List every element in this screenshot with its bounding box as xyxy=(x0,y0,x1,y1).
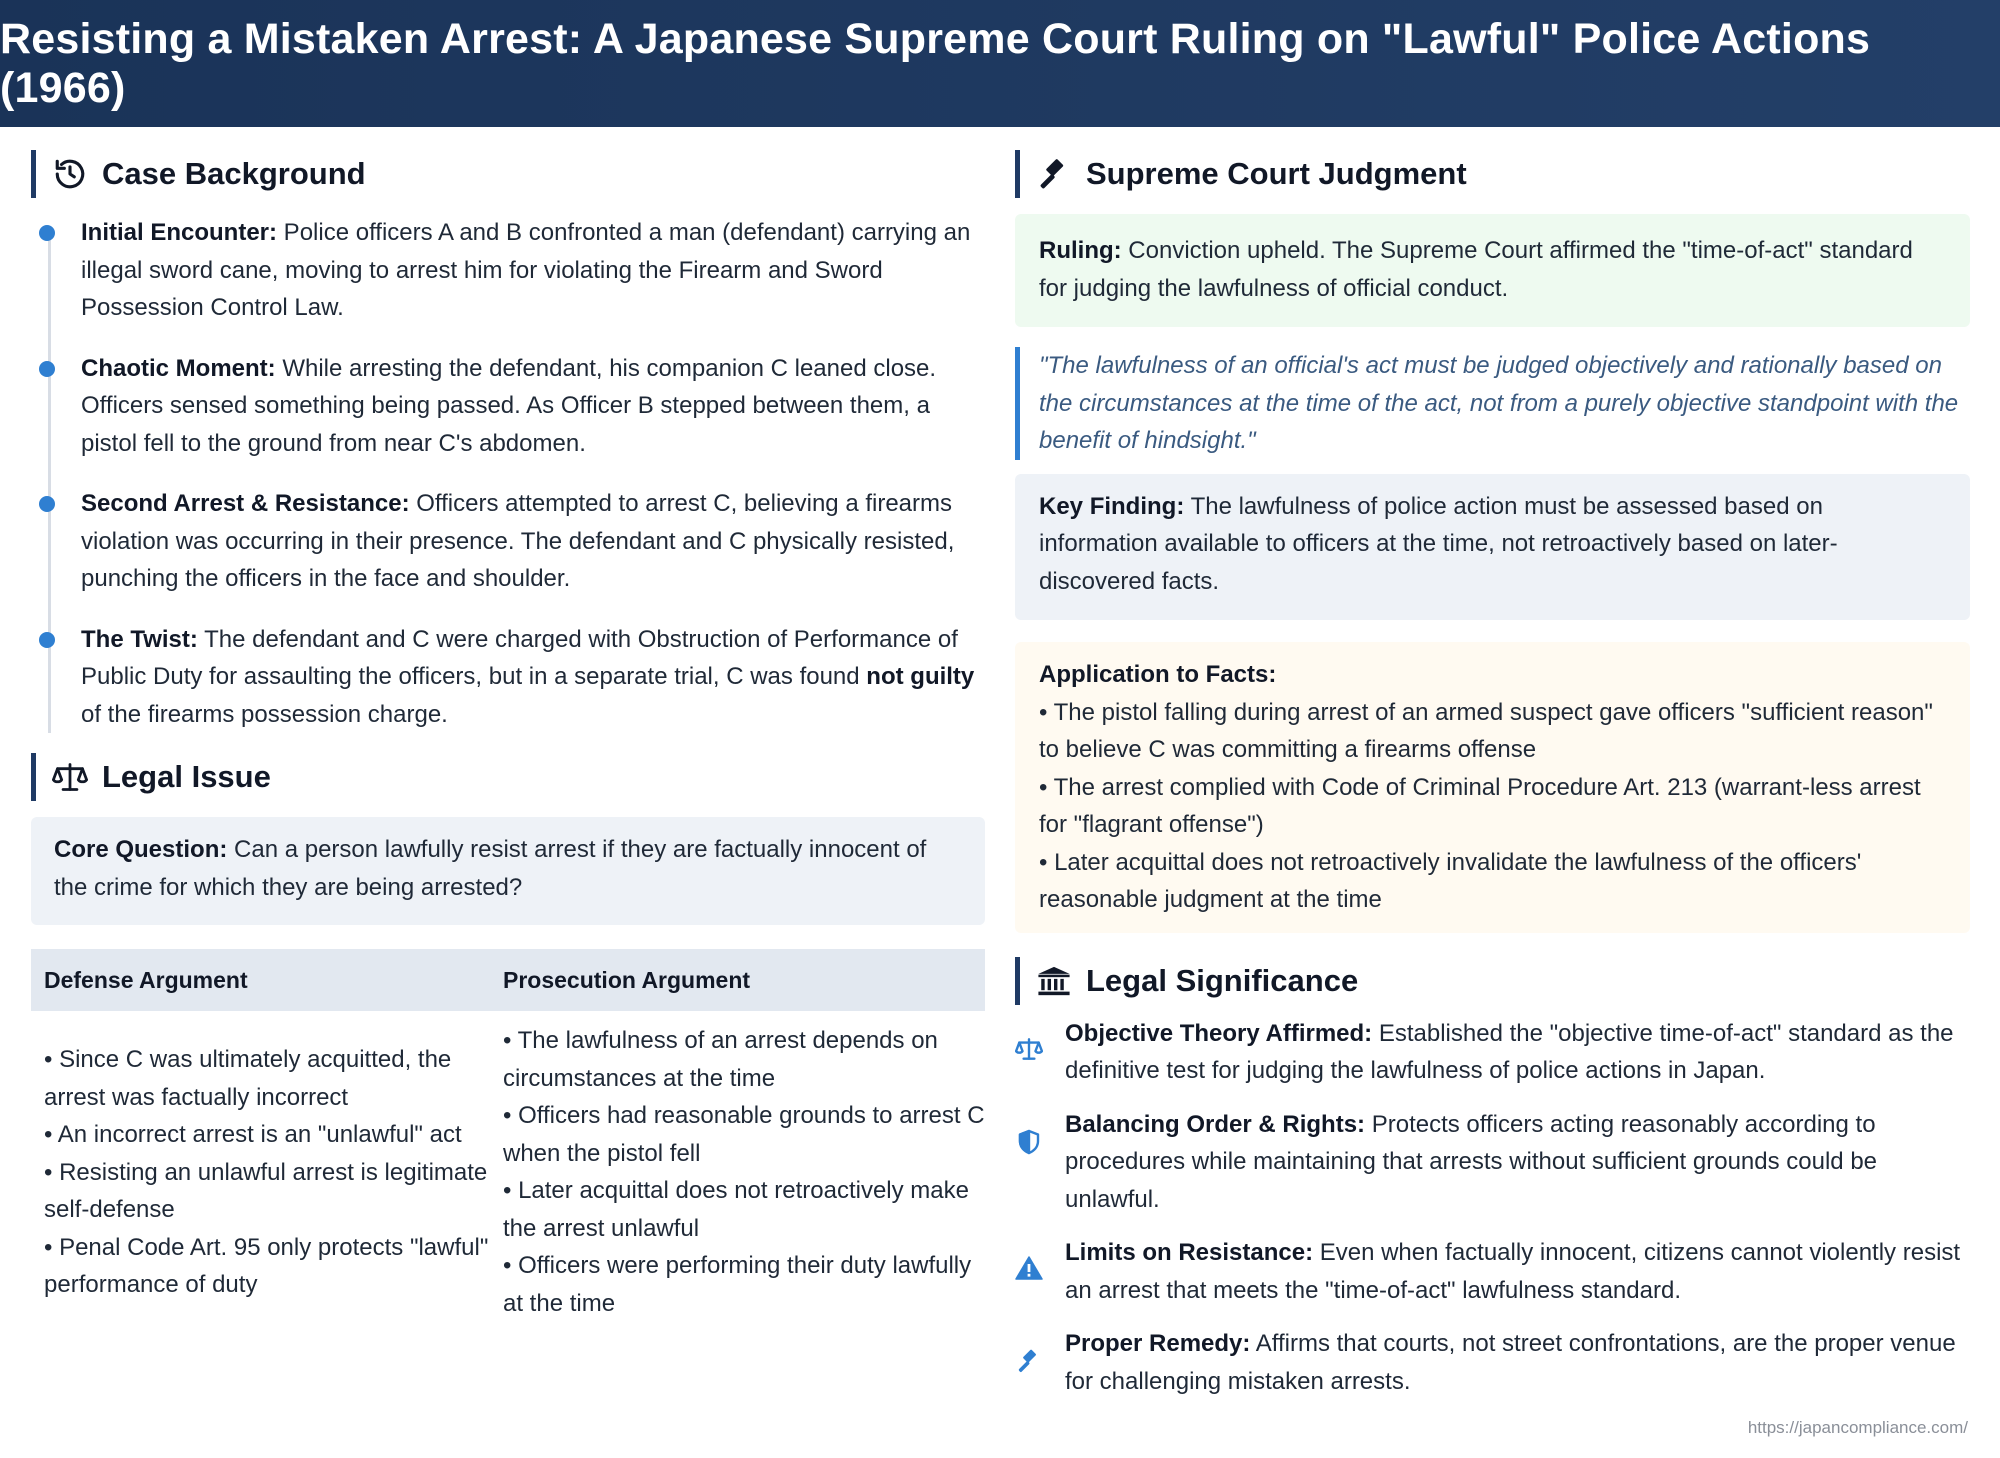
significance-text xyxy=(1065,1015,1970,1090)
timeline-text-tail: of the firearms possession charge. xyxy=(81,700,448,728)
timeline-item xyxy=(81,214,985,327)
timeline-item xyxy=(81,485,985,598)
judgment-heading xyxy=(1015,150,1970,198)
prosecution-point: • Officers were performing their duty lawfully at the time xyxy=(503,1252,972,1317)
timeline-text: Police officers A and B confronted a man (defendant) carrying an illegal sword cane, moving to arrest him for violating the Firearm and Sword Possession Control Law. xyxy=(81,219,971,321)
significance-list xyxy=(1015,1015,1970,1401)
application-point: • The arrest complied with Code of Criminal Procedure Art. 213 (warrant-less arrest for "flagrant offense") xyxy=(1039,773,1921,838)
page-title: Resisting a Mistaken Arrest: A Japanese Supreme Court Ruling on "Lawful" Police Actions (1966) xyxy=(0,14,1871,112)
case-timeline xyxy=(31,214,985,733)
prosecution-point: • Later acquittal does not retroactively make the arrest unlawful xyxy=(503,1177,969,1242)
defense-column xyxy=(31,1011,503,1322)
application-label: Application to Facts: xyxy=(1039,661,1277,688)
case-background-heading xyxy=(31,150,985,198)
defense-point: • Since C was ultimately acquitted, the arrest was factually incorrect xyxy=(44,1046,452,1111)
scale-icon xyxy=(1015,1035,1043,1063)
timeline-text: The defendant and C were charged with Obstruction of Performance of Public Duty for assaulting the officers, but in a separate trial, C was found xyxy=(81,625,958,690)
prosecution-point: • The lawfulness of an arrest depends on circumstances at the time xyxy=(503,1027,938,1092)
significance-text xyxy=(1065,1325,1970,1400)
landmark-icon xyxy=(1036,963,1072,999)
significance-label: Limits on Resistance: xyxy=(1065,1239,1314,1266)
arguments-table-body xyxy=(31,1011,985,1322)
defense-point: • Penal Code Art. 95 only protects "lawful" performance of duty xyxy=(44,1233,489,1298)
timeline-item xyxy=(81,350,985,463)
legal-issue-title: Legal Issue xyxy=(102,759,271,794)
core-question-text: Can a person lawfully resist arrest if they are factually innocent of the crime for which they are being arrested? xyxy=(54,836,927,901)
timeline-label: The Twist: xyxy=(81,625,198,653)
scale-icon xyxy=(52,759,88,795)
timeline-text: While arresting the defendant, his companion C leaned close. Officers sensed something being passed. As Officer B stepped between them, a pistol fell to the ground from near C's abdomen. xyxy=(81,354,937,457)
court-quote: "The lawfulness of an official's act must be judged objectively and rationally based on the circumstances at the time of the act, not from a purely objective standpoint with the benefit of hindsight." xyxy=(1015,347,1970,460)
key-finding-text: The lawfulness of police action must be assessed based on information available to officers at the time, not retroactively based on later-discovered facts. xyxy=(1039,492,1838,595)
timeline-dot xyxy=(39,361,55,377)
ruling-text: Conviction upheld. The Supreme Court affirmed the "time-of-act" standard for judging the lawfulness of official conduct. xyxy=(1039,237,1913,302)
footer-url[interactable]: https://japancompliance.com/ xyxy=(1747,1418,1968,1437)
significance-body: Even when factually innocent, citizens cannot violently resist an arrest that meets the "time-of-act" lawfulness standard. xyxy=(1065,1239,1961,1304)
defense-point: • Resisting an unlawful arrest is legitimate self-defense xyxy=(44,1158,488,1223)
significance-item xyxy=(1015,1325,1970,1400)
shield-icon xyxy=(1015,1128,1043,1156)
prosecution-column xyxy=(503,1011,985,1322)
arguments-table-header xyxy=(31,949,985,1011)
timeline-emphasis: not guilty xyxy=(866,663,975,690)
left-column xyxy=(31,150,985,1322)
significance-item xyxy=(1015,1106,1970,1219)
gavel-icon xyxy=(1036,156,1072,192)
timeline-dot xyxy=(39,496,55,512)
application-point: • The pistol falling during arrest of an armed suspect gave officers "sufficient reason" to believe C was committing a firearms offense xyxy=(1039,698,1933,763)
timeline-label: Initial Encounter: xyxy=(81,219,278,246)
defense-header: Defense Argument xyxy=(44,966,248,993)
prosecution-point: • Officers had reasonable grounds to arrest C when the pistol fell xyxy=(503,1102,985,1167)
ruling-label: Ruling: xyxy=(1039,237,1122,264)
significance-body: Affirms that courts, not street confrontations, are the proper venue for challenging mistaken arrests. xyxy=(1065,1330,1956,1395)
timeline-label: Chaotic Moment: xyxy=(81,354,276,382)
significance-label: Balancing Order & Rights: xyxy=(1065,1110,1366,1138)
gavel-icon xyxy=(1015,1347,1043,1375)
significance-item xyxy=(1015,1234,1970,1309)
history-icon xyxy=(52,156,88,192)
application-box xyxy=(1015,642,1970,933)
significance-body: Established the "objective time-of-act" standard as the definitive test for judging the lawfulness of police actions in Japan. xyxy=(1065,1019,1954,1084)
significance-title: Legal Significance xyxy=(1086,962,1359,998)
legal-issue-heading xyxy=(31,753,985,801)
defense-point: • An incorrect arrest is an "unlawful" act xyxy=(44,1121,462,1148)
significance-label: Objective Theory Affirmed: xyxy=(1065,1019,1373,1047)
significance-item xyxy=(1015,1015,1970,1090)
warning-icon xyxy=(1015,1254,1043,1282)
timeline-item xyxy=(81,621,985,734)
significance-text xyxy=(1065,1234,1970,1309)
significance-text xyxy=(1065,1106,1970,1219)
significance-body: Protects officers acting reasonably according to procedures while maintaining that arrests without sufficient grounds could be unlawful. xyxy=(1065,1110,1878,1213)
ruling-box xyxy=(1015,214,1970,327)
core-question-label: Core Question: xyxy=(54,836,228,863)
significance-heading xyxy=(1015,957,1970,1005)
significance-label: Proper Remedy: xyxy=(1065,1330,1251,1357)
timeline-dot xyxy=(39,632,55,648)
arguments-table xyxy=(31,949,985,1322)
application-point: • Later acquittal does not retroactively invalidate the lawfulness of the officers' reasonable judgment at the time xyxy=(1039,848,1862,913)
page-header xyxy=(0,0,2000,127)
timeline-dot xyxy=(39,225,55,241)
core-question-box xyxy=(31,817,985,925)
right-column xyxy=(1015,150,1970,1416)
timeline-text: Officers attempted to arrest C, believing a firearms violation was occurring in their presence. The defendant and C physically resisted, punching the officers in the face and shoulder. xyxy=(81,490,955,592)
timeline-label: Second Arrest & Resistance: xyxy=(81,490,410,517)
key-finding-label: Key Finding: xyxy=(1039,492,1185,520)
prosecution-header: Prosecution Argument xyxy=(503,966,751,993)
key-finding-box xyxy=(1015,474,1970,621)
judgment-title: Supreme Court Judgment xyxy=(1086,156,1467,191)
case-background-title: Case Background xyxy=(102,156,366,191)
